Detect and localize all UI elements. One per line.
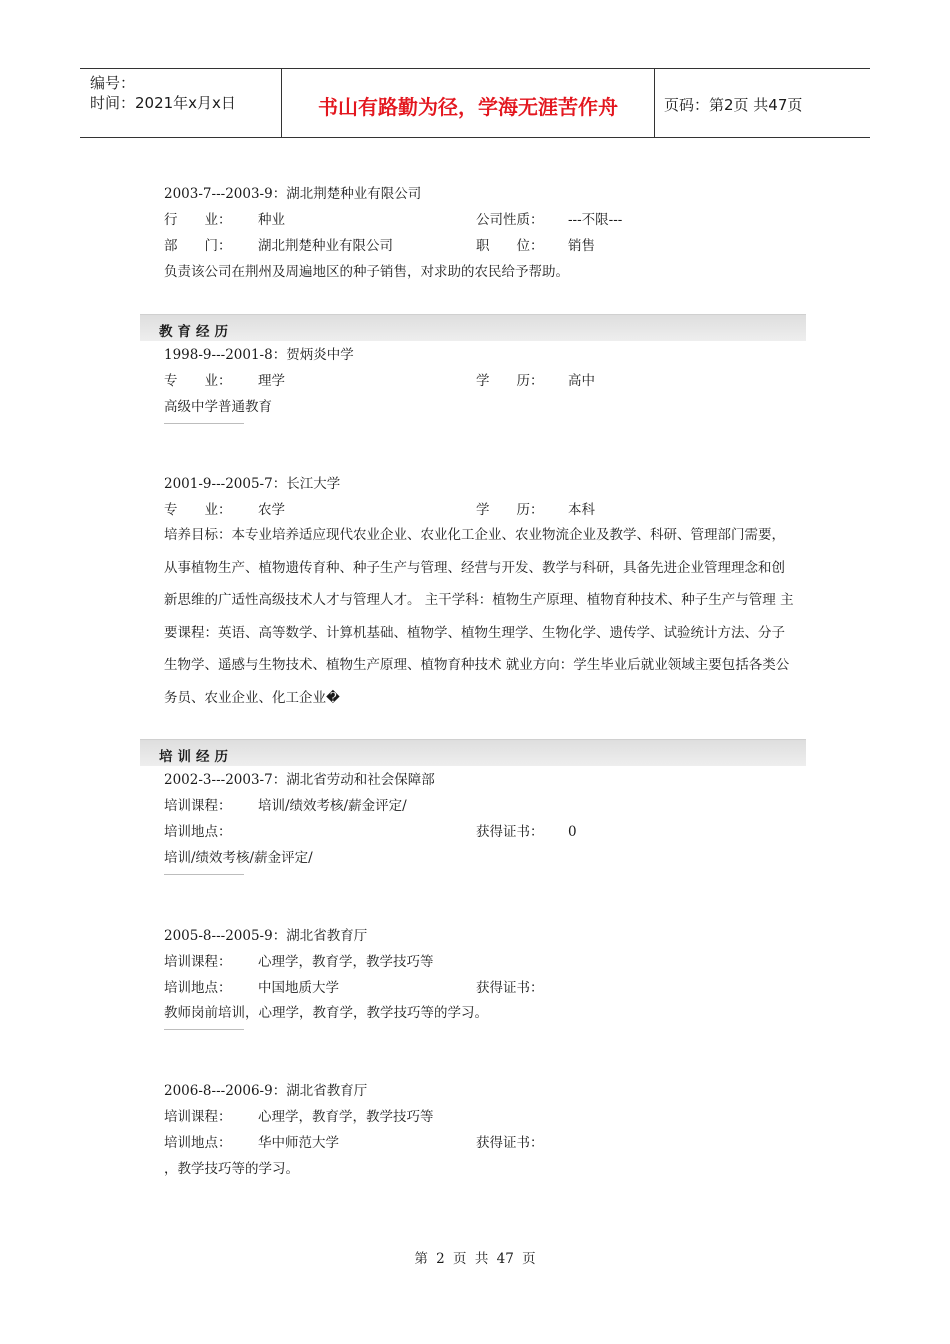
page-header — [80, 68, 870, 138]
training-cert-value: 0 — [568, 824, 577, 840]
work-period: 2003-7---2003-9：湖北荆楚种业有限公司 — [164, 186, 422, 202]
work-industry-value: 种业 — [258, 212, 285, 228]
training-place-value: 华中师范大学 — [258, 1135, 339, 1151]
education-section-header — [140, 314, 806, 341]
edu-description: 培养目标：本专业培养适应现代农业企业、农业化工企业、农业物流企业及教学、科研、管理部门需要，从事植物生产、植物遗传育种、种子生产与管理、经营与开发、教学与科研，具备先进企业管理理念和创新思维的广适性高级技术人才与管理人才。 主干学科：植物生产原理、植物育种技术、种子生产与管理 主要课程：英语、高等数学、计算机基础、植物学、植物生理学、生物化学、遗传学、试验统计方法、分子生物学、遥感与生物技术、植物生产原理、植物育种技术 就业方向：学生毕业后就业领域主要包括各类公务员、农业企业、化工企业� — [164, 527, 794, 706]
training-course-label: 培训课程： — [164, 798, 232, 814]
training-place-label: 培训地点： — [164, 980, 232, 996]
training-course-value: 培训/绩效考核/薪金评定/ — [258, 798, 407, 814]
training-section-header — [140, 739, 806, 766]
header-divider — [654, 69, 655, 137]
training-course-value: 心理学，教育学，教学技巧等 — [258, 954, 434, 970]
work-company-type-value: ---不限--- — [568, 212, 623, 228]
training-period: 2005-8---2005-9：湖北省教育厅 — [164, 928, 368, 944]
header-time: 时间：2021年x月x日 — [90, 94, 236, 112]
training-period: 2002-3---2003-7：湖北省劳动和社会保障部 — [164, 772, 435, 788]
entry-separator — [164, 874, 244, 875]
training-course-label: 培训课程： — [164, 954, 232, 970]
training-place-value: 中国地质大学 — [258, 980, 339, 996]
training-description: 培训/绩效考核/薪金评定/ — [164, 850, 313, 866]
training-description: ，教学技巧等的学习。 — [164, 1161, 299, 1177]
header-number: 编号： — [90, 74, 136, 92]
edu-degree-label: 学 历： — [476, 502, 544, 518]
entry-separator — [164, 423, 244, 424]
training-period: 2006-8---2006-9：湖北省教育厅 — [164, 1083, 368, 1099]
page-footer: 第 2 页 共 47 页 — [414, 1251, 536, 1267]
edu-description: 高级中学普通教育 — [164, 399, 272, 415]
work-position-value: 销售 — [568, 238, 595, 254]
header-motto: 书山有路勤为径，学海无涯苦作舟 — [318, 95, 618, 119]
edu-major-label: 专 业： — [164, 502, 232, 518]
work-dept-value: 湖北荆楚种业有限公司 — [258, 238, 393, 254]
training-course-value: 心理学，教育学，教学技巧等 — [258, 1109, 434, 1125]
edu-degree-label: 学 历： — [476, 373, 544, 389]
work-industry-label: 行 业： — [164, 212, 232, 228]
header-meta — [90, 73, 236, 113]
edu-major-value: 理学 — [258, 373, 285, 389]
section-title: 培训经历 — [159, 749, 233, 765]
training-cert-label: 获得证书： — [476, 824, 544, 840]
edu-degree-value: 本科 — [568, 502, 595, 518]
work-company-type-label: 公司性质： — [476, 212, 544, 228]
training-cert-label: 获得证书： — [476, 980, 544, 996]
section-title: 教育经历 — [159, 324, 233, 340]
work-dept-label: 部 门： — [164, 238, 232, 254]
edu-major-label: 专 业： — [164, 373, 232, 389]
entry-separator — [164, 1029, 244, 1030]
training-place-label: 培训地点： — [164, 824, 232, 840]
training-description: 教师岗前培训，心理学，教育学，教学技巧等的学习。 — [164, 1005, 488, 1021]
edu-major-value: 农学 — [258, 502, 285, 518]
training-cert-label: 获得证书： — [476, 1135, 544, 1151]
header-page-number: 页码：第2页 共47页 — [664, 96, 803, 114]
edu-degree-value: 高中 — [568, 373, 595, 389]
training-course-label: 培训课程： — [164, 1109, 232, 1125]
edu-period: 2001-9---2005-7：长江大学 — [164, 476, 341, 492]
edu-period: 1998-9---2001-8：贺炳炎中学 — [164, 347, 354, 363]
work-description: 负责该公司在荆州及周遍地区的种子销售，对求助的农民给予帮助。 — [164, 264, 569, 280]
work-position-label: 职 位： — [476, 238, 544, 254]
training-place-label: 培训地点： — [164, 1135, 232, 1151]
